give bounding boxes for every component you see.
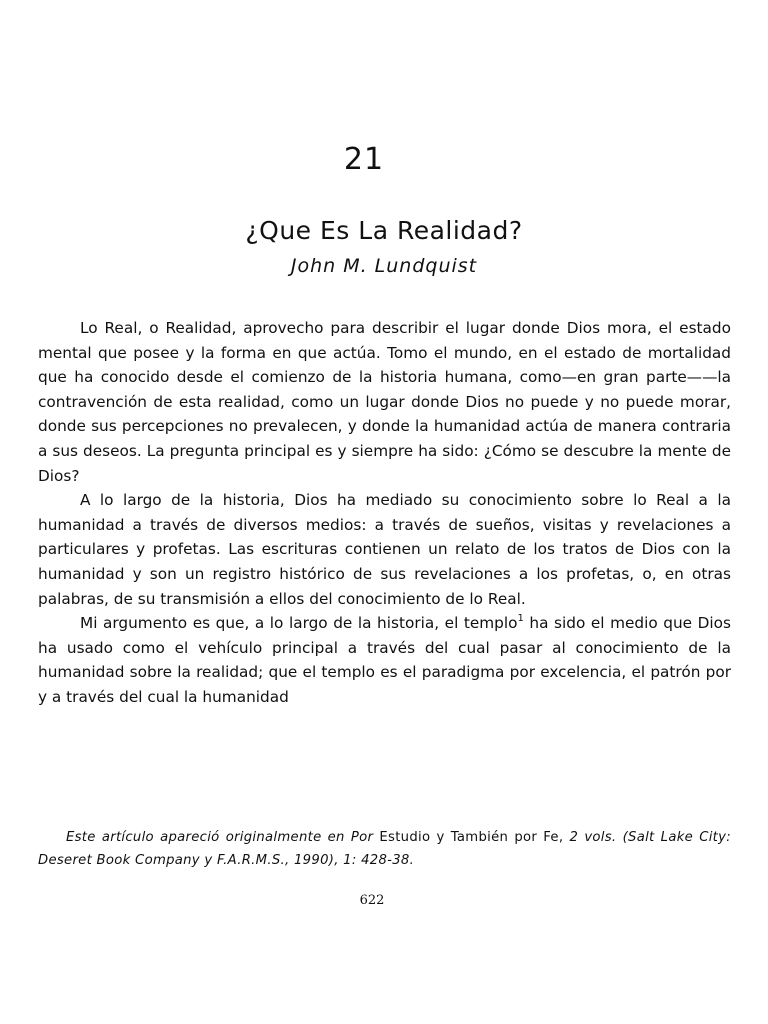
- body-paragraph-3: [38, 611, 731, 709]
- chapter-title: ¿Que Es La Realidad?: [245, 216, 523, 245]
- chapter-author: John M. Lundquist: [290, 255, 478, 277]
- body-paragraph-2: A lo largo de la historia, Dios ha mediado su conocimiento sobre lo Real a la humanidad a través de diversos medios: a través de sueños, visitas y revelaciones a particulares y profetas. Las escrituras contienen un relato de los tratos de Dios con la humanidad y son un registro histórico de sus revelaciones a los profetas, o, en otras palabras, de su transmisión a ellos del conocimiento de lo Real.: [38, 491, 731, 608]
- paragraph-3-text-start: Mi argumento es que, a lo largo de la historia, el templo: [80, 614, 518, 633]
- footnote-italic-start: Este artículo apareció originalmente en Por: [66, 830, 374, 845]
- footnote-roman-title: Estudio y También por Fe,: [373, 830, 570, 845]
- paragraph-3-text-end: ha sido el medio que Dios ha usado como el vehículo principal a través del cual pasar al conocimiento de la humanidad sobre la realidad; que el templo es el paradigma por excelencia, el patrón por y a través del cual la humanidad: [38, 614, 731, 706]
- body-paragraph-1: Lo Real, o Realidad, aprovecho para describir el lugar donde Dios mora, el estado mental que posee y la forma en que actúa. Tomo el mundo, en el estado de mortalidad que ha conocido desde el comienzo de la historia humana, como—en gran parte——la contravención de esta realidad, como un lugar donde Dios no puede y no puede morar, donde sus percepciones no prevalecen, y donde la humanidad actúa de manera contraria a sus deseos. La pregunta principal es y siempre ha sido: ¿Cómo se descubre la mente de Dios?: [38, 319, 731, 485]
- page-number: 622: [359, 893, 385, 908]
- footnote-italic-end: 2 vols. (Salt Lake City: Deseret Book Company y F.A.R.M.S., 1990), 1: 428-38.: [38, 830, 731, 868]
- article-body: [38, 316, 731, 710]
- footnote-marker: 1: [517, 613, 524, 625]
- footnote: [38, 826, 731, 872]
- chapter-number: 21: [343, 142, 385, 177]
